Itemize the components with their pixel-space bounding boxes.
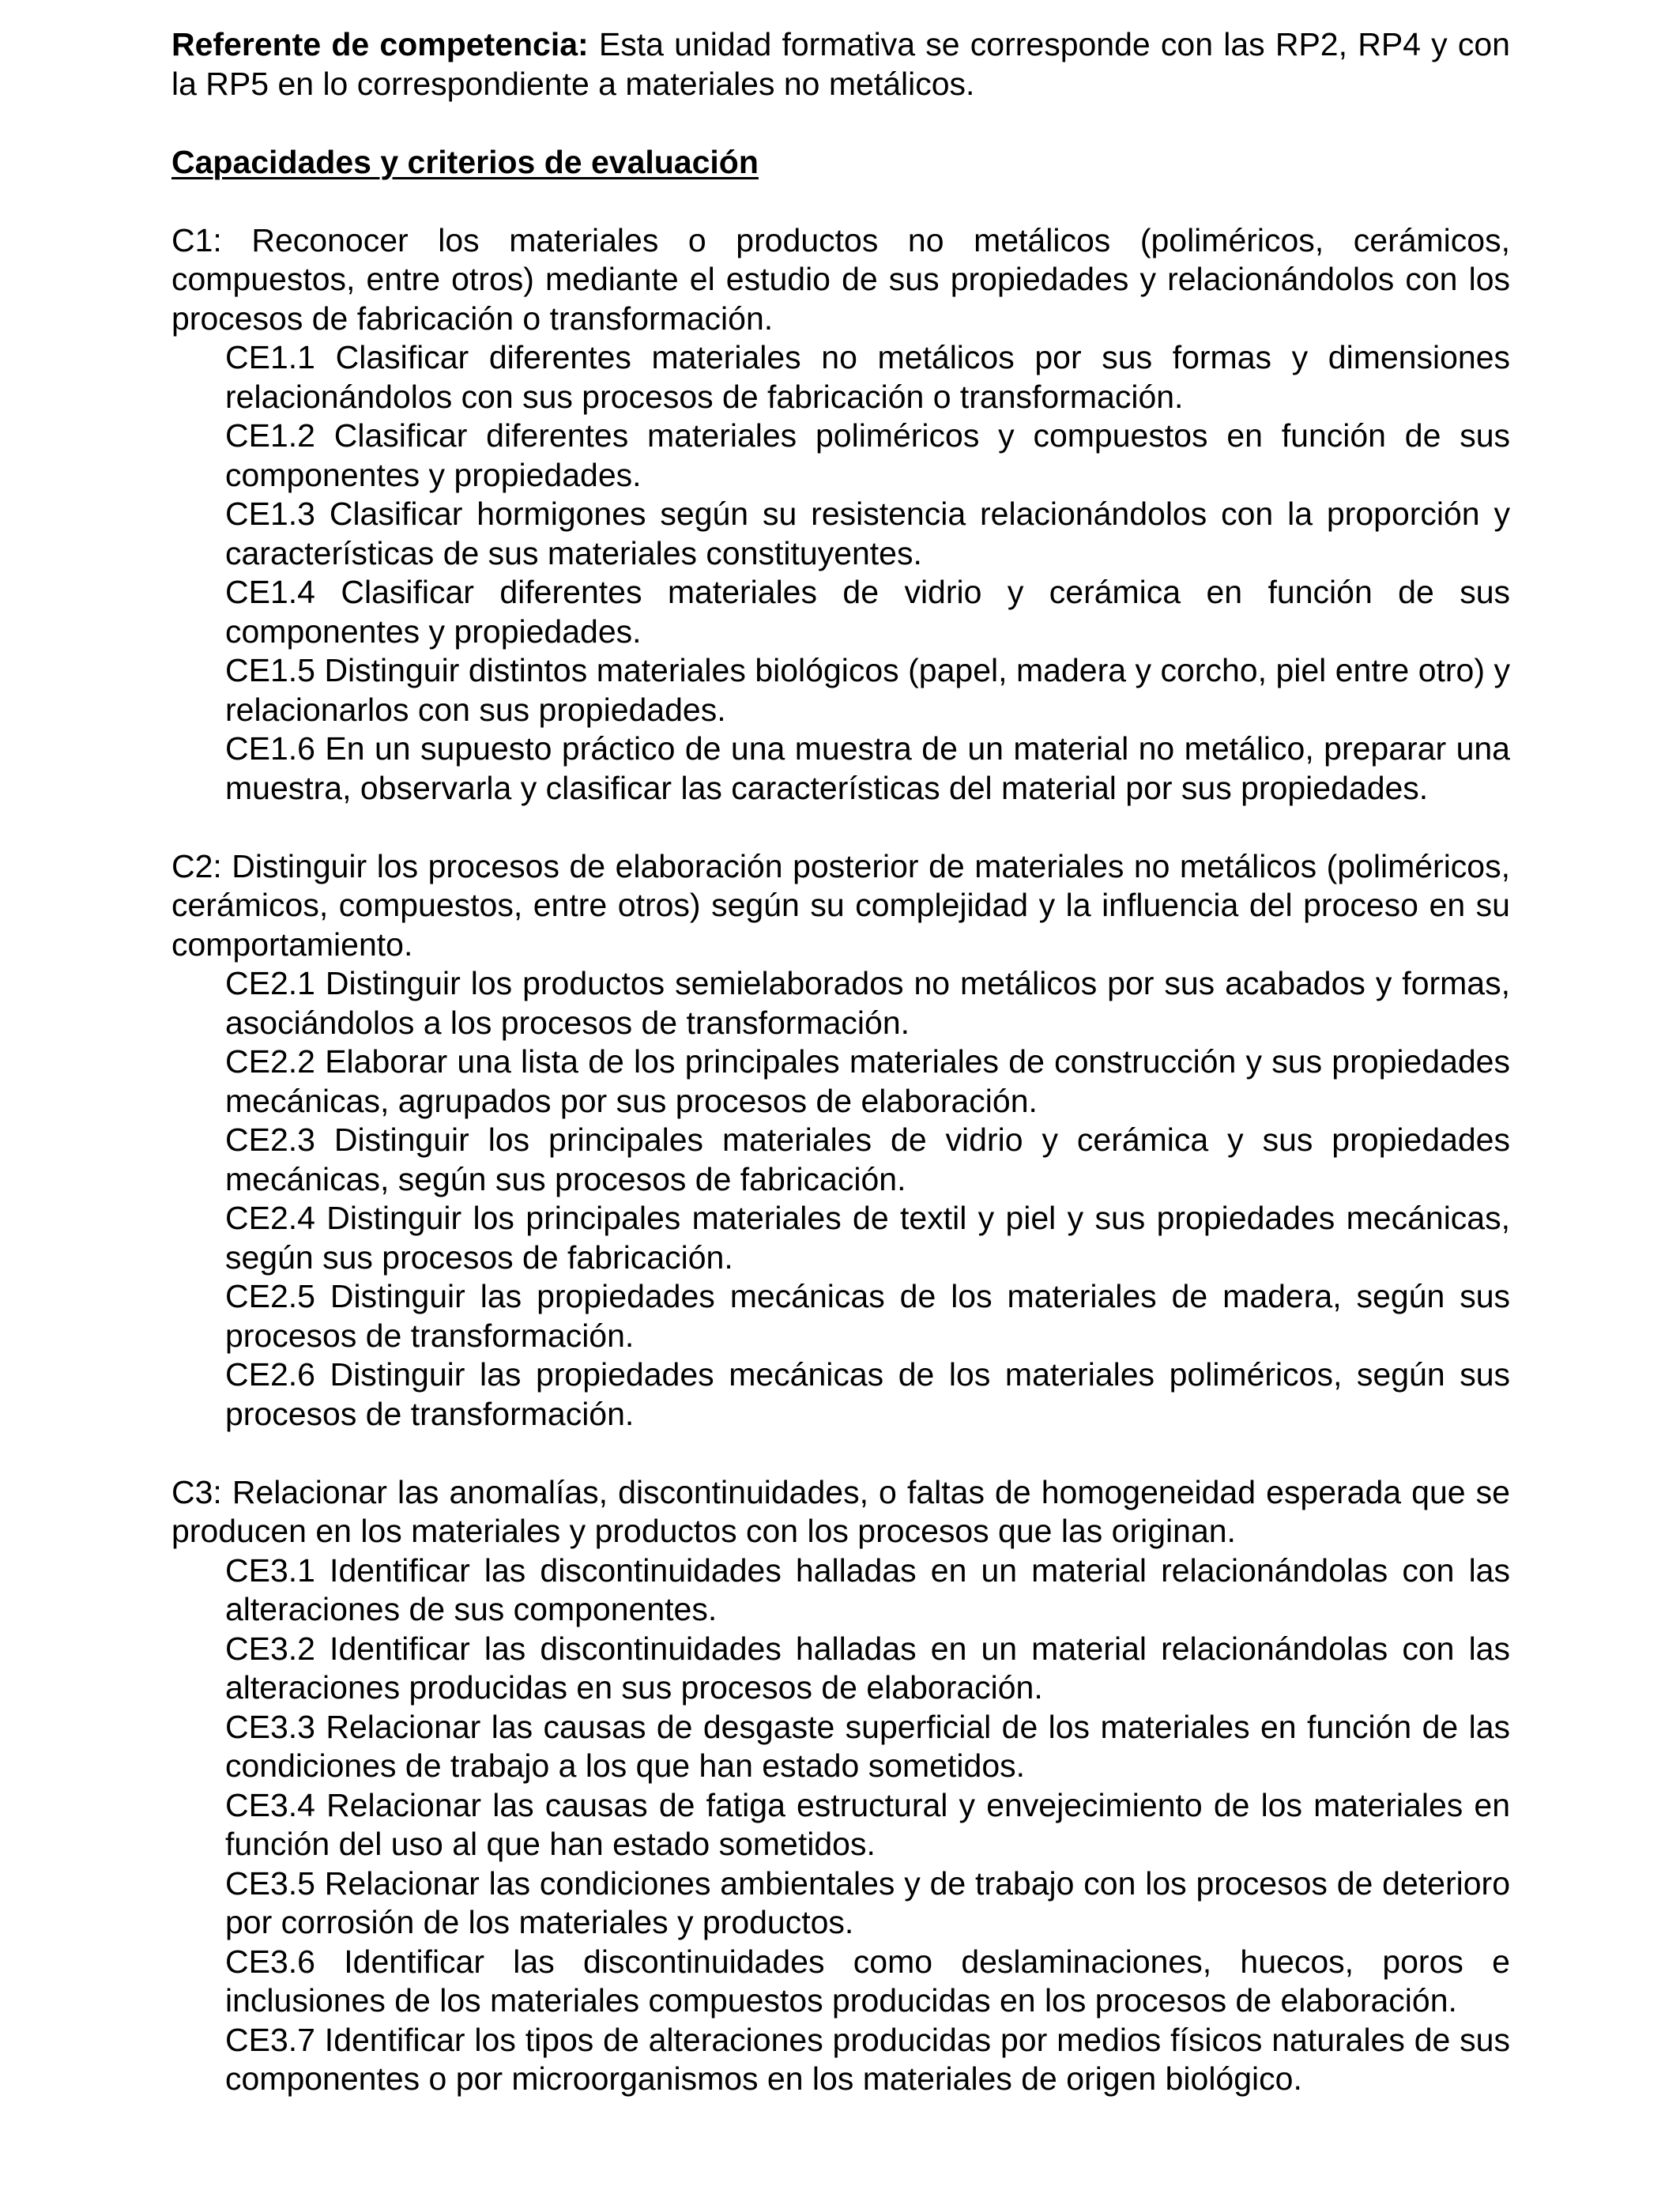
criterion-ce3-2: CE3.2 Identificar las discontinuidades halladas en un material relacionándolas con las alteraciones producidas en sus procesos de elaboración. (225, 1630, 1510, 1706)
capacity-text: C3: Relacionar las anomalías, discontinuidades, o faltas de homogeneidad esperada que se producen en los materiales y productos con los procesos que las originan. (171, 1473, 1510, 1549)
document-page (171, 25, 1510, 2099)
criterion-ce3-3: CE3.3 Relacionar las causas de desgaste superficial de los materiales en función de las condiciones de trabajo a los que han estado sometidos. (225, 1708, 1510, 1784)
criterion-ce3-1: CE3.1 Identificar las discontinuidades halladas en un material relacionándolas con las alteraciones de sus componentes. (225, 1551, 1510, 1627)
capacity-text: C1: Reconocer los materiales o productos no metálicos (poliméricos, cerámicos, compuestos, entre otros) mediante el estudio de sus propiedades y relacionándolos con los procesos de fabricación o transformación. (171, 221, 1510, 337)
capacity-c2 (171, 847, 1510, 1434)
capacity-c1 (171, 221, 1510, 809)
criterion-ce3-7: CE3.7 Identificar los tipos de alteraciones producidas por medios físicos naturales de sus componentes o por microorganismos en los materiales de origen biológico. (225, 2021, 1510, 2097)
criteria-list (171, 338, 1510, 808)
criterion-ce2-2: CE2.2 Elaborar una lista de los principales materiales de construcción y sus propiedades mecánicas, agrupados por sus procesos de elaboración. (225, 1043, 1510, 1119)
spacer (171, 1434, 1510, 1473)
criterion-ce2-5: CE2.5 Distinguir las propiedades mecánicas de los materiales de madera, según sus procesos de transformación. (225, 1278, 1510, 1354)
criterion-ce3-6: CE3.6 Identificar las discontinuidades como deslaminaciones, huecos, poros e inclusiones de los materiales compuestos producidas en los procesos de elaboración. (225, 1943, 1510, 2019)
spacer (171, 808, 1510, 847)
referente-paragraph (171, 25, 1510, 104)
criterion-ce1-4: CE1.4 Clasificar diferentes materiales de vidrio y cerámica en función de sus componentes y propiedades. (225, 574, 1510, 650)
criteria-list (171, 964, 1510, 1434)
referente-label: Referente de competencia: (171, 26, 589, 62)
referente-text: Esta unidad formativa se corresponde con las RP2, RP4 y con la RP5 en lo correspondiente a materiales no metálicos. (171, 26, 1510, 102)
spacer (171, 104, 1510, 143)
criterion-ce1-5: CE1.5 Distinguir distintos materiales biológicos (papel, madera y corcho, piel entre otro) y relacionarlos con sus propiedades. (225, 652, 1510, 728)
criteria-list (171, 1551, 1510, 2099)
capacity-c3 (171, 1473, 1510, 2099)
criterion-ce2-1: CE2.1 Distinguir los productos semielaborados no metálicos por sus acabados y formas, asociándolos a los procesos de transformación. (225, 965, 1510, 1041)
criterion-ce3-5: CE3.5 Relacionar las condiciones ambientales y de trabajo con los procesos de deterioro por corrosión de los materiales y productos. (225, 1864, 1510, 1940)
criterion-ce1-2: CE1.2 Clasificar diferentes materiales poliméricos y compuestos en función de sus componentes y propiedades. (225, 417, 1510, 493)
criterion-ce3-4: CE3.4 Relacionar las causas de fatiga estructural y envejecimiento de los materiales en función del uso al que han estado sometidos. (225, 1786, 1510, 1862)
criterion-ce2-3: CE2.3 Distinguir los principales materiales de vidrio y cerámica y sus propiedades mecánicas, según sus procesos de fabricación. (225, 1122, 1510, 1197)
capacity-text: C2: Distinguir los procesos de elaboración posterior de materiales no metálicos (poliméricos, cerámicos, compuestos, entre otros) según su complejidad y la influencia del proceso en su comportamiento. (171, 847, 1510, 963)
criterion-ce1-3: CE1.3 Clasificar hormigones según su resistencia relacionándolos con la proporción y características de sus materiales constituyentes. (225, 496, 1510, 571)
criterion-ce2-4: CE2.4 Distinguir los principales materiales de textil y piel y sus propiedades mecánicas, según sus procesos de fabricación. (225, 1200, 1510, 1276)
spacer (171, 182, 1510, 221)
criterion-ce1-1: CE1.1 Clasificar diferentes materiales no metálicos por sus formas y dimensiones relacionándolos con sus procesos de fabricación o transformación. (225, 339, 1510, 415)
criterion-ce2-6: CE2.6 Distinguir las propiedades mecánicas de los materiales poliméricos, según sus procesos de transformación. (225, 1356, 1510, 1432)
criterion-ce1-6: CE1.6 En un supuesto práctico de una muestra de un material no metálico, preparar una muestra, observarla y clasificar las características del material por sus propiedades. (225, 730, 1510, 806)
section-heading: Capacidades y criterios de evaluación (171, 143, 759, 180)
